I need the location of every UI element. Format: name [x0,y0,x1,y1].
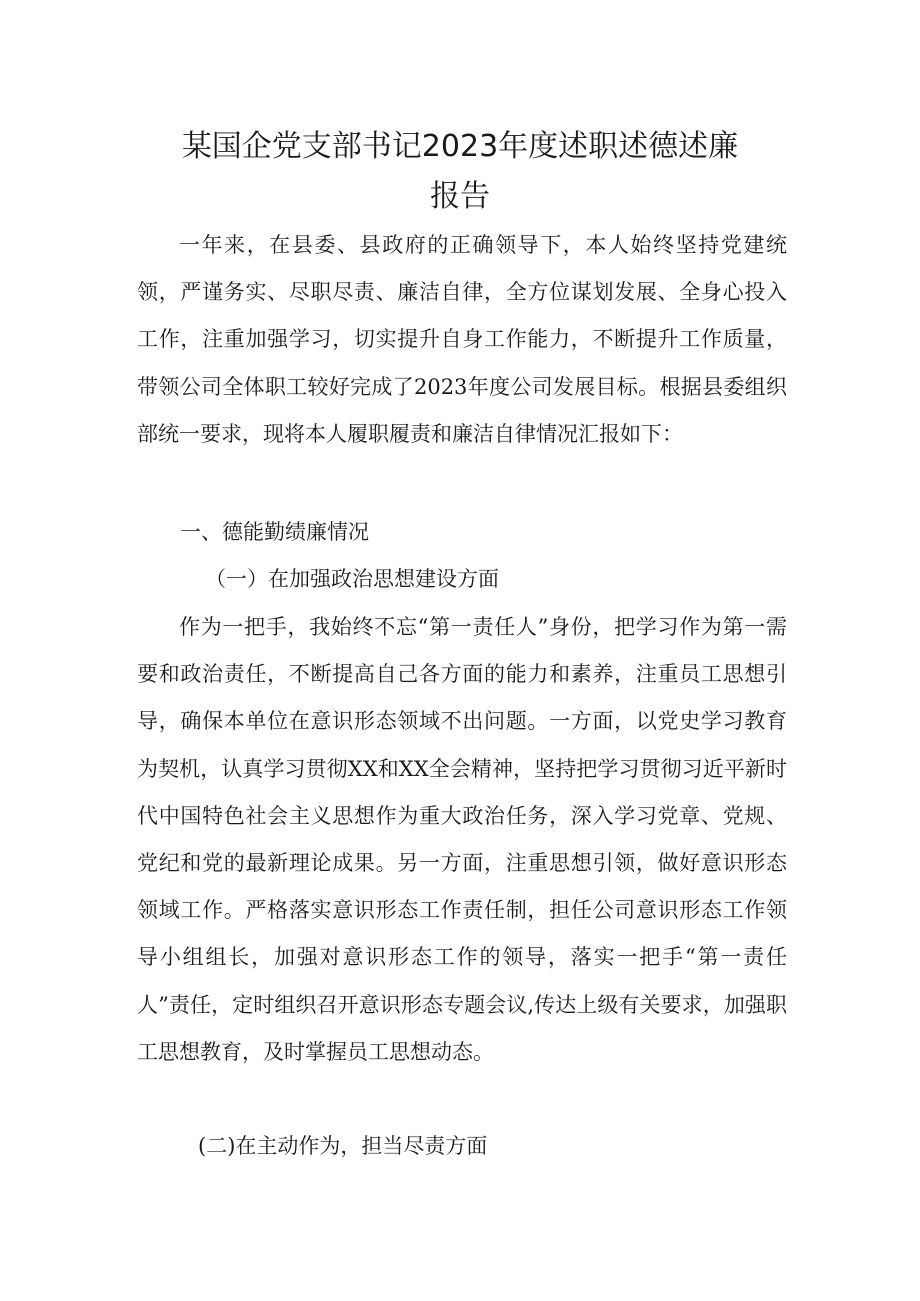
document-title-line-2: 报告 [430,179,490,214]
subsection-heading-1: （一）在加强政治思想建设方面 [205,567,499,591]
section-heading-1: 一、德能勤绩廉情况 [180,520,369,544]
subsection-1-paragraph: 作为一把手，我始终不忘“第一责任人”身份，把学习作为第一需要和政治责任，不断提高自己各方面的能力和素养，注重员工思想引导，确保本单位在意识形态领域不出问题。一方面，以党史学习教育为契机，认真学习贯彻XX和XX全会精神，坚持把学习贯彻习近平新时代中国特色社会主义思想作为重大政治任务，深入学习党章、党规、党纪和党的最新理论成果。另一方面，注重思想引领，做好意识形态领域工作。严格落实意识形态工作责任制，担任公司意识形态工作领导小组组长，加强对意识形态工作的领导，落实一把手“第一责任人”责任，定时组织召开意识形态专题会议,传达上级有关要求，加强职工思想教育，及时掌握员工思想动态。 [137,615,787,1064]
intro-paragraph: 一年来，在县委、县政府的正确领导下，本人始终坚持党建统领，严谨务实、尽职尽责、廉洁自律，全方位谋划发展、全身心投入工作，注重加强学习，切实提升自身工作能力，不断提升工作质量，带领公司全体职工较好完成了2023年度公司发展目标。根据县委组织部统一要求，现将本人履职履责和廉洁自律情况汇报如下： [137,233,787,446]
document-title-line-1: 某国企党支部书记2023年度述职述德述廉 [181,129,739,164]
subsection-heading-2: (二)在主动作为，担当尽责方面 [198,1134,488,1158]
